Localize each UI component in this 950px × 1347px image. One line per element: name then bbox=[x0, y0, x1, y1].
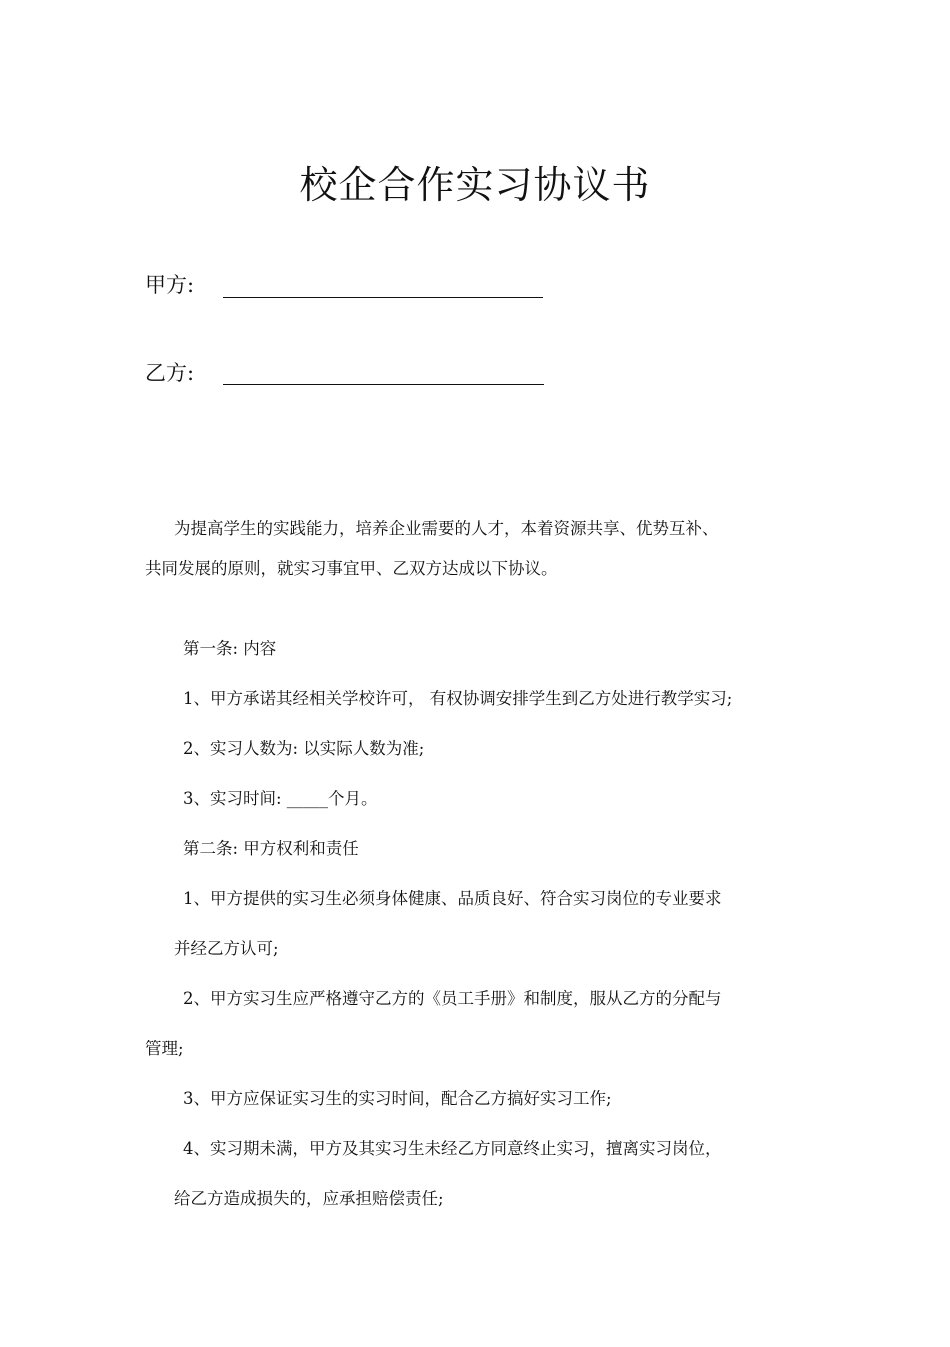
intro-line-1: 为提高学生的实践能力，培养企业需要的人才，本着资源共享、优势互补、 bbox=[174, 519, 719, 538]
article-2-heading: 第二条: 甲方权利和责任 bbox=[183, 839, 359, 858]
article-1-item-3: 3、实习时间: _____个月。 bbox=[183, 789, 378, 808]
article-2-item-2-line-2: 管理; bbox=[145, 1039, 184, 1058]
article-2-item-3: 3、甲方应保证实习生的实习时间，配合乙方搞好实习工作; bbox=[183, 1089, 612, 1108]
article-1-item-2: 2、实习人数为: 以实际人数为准; bbox=[183, 739, 425, 758]
party-b-underline bbox=[223, 384, 544, 385]
article-1-heading: 第一条: 内容 bbox=[183, 639, 277, 658]
article-1-item-1: 1、甲方承诺其经相关学校许可， 有权协调安排学生到乙方处进行教学实习; bbox=[183, 689, 733, 708]
intro-line-2: 共同发展的原则，就实习事宜甲、乙双方达成以下协议。 bbox=[145, 559, 558, 578]
party-a-underline bbox=[223, 297, 543, 298]
party-a-label: 甲方: bbox=[145, 273, 195, 297]
article-2-item-1-line-2: 并经乙方认可; bbox=[174, 939, 279, 958]
article-2-item-2-line-1: 2、甲方实习生应严格遵守乙方的《员工手册》和制度，服从乙方的分配与 bbox=[183, 989, 722, 1008]
article-2-item-4-line-2: 给乙方造成损失的，应承担赔偿责任; bbox=[174, 1189, 444, 1208]
article-2-item-4-line-1: 4、实习期未满，甲方及其实习生未经乙方同意终止实习，擅离实习岗位， bbox=[183, 1139, 722, 1158]
party-b-label: 乙方: bbox=[145, 361, 195, 385]
article-2-item-1-line-1: 1、甲方提供的实习生必须身体健康、品质良好、符合实习岗位的专业要求 bbox=[183, 889, 722, 908]
document-title: 校企合作实习协议书 bbox=[299, 163, 651, 207]
